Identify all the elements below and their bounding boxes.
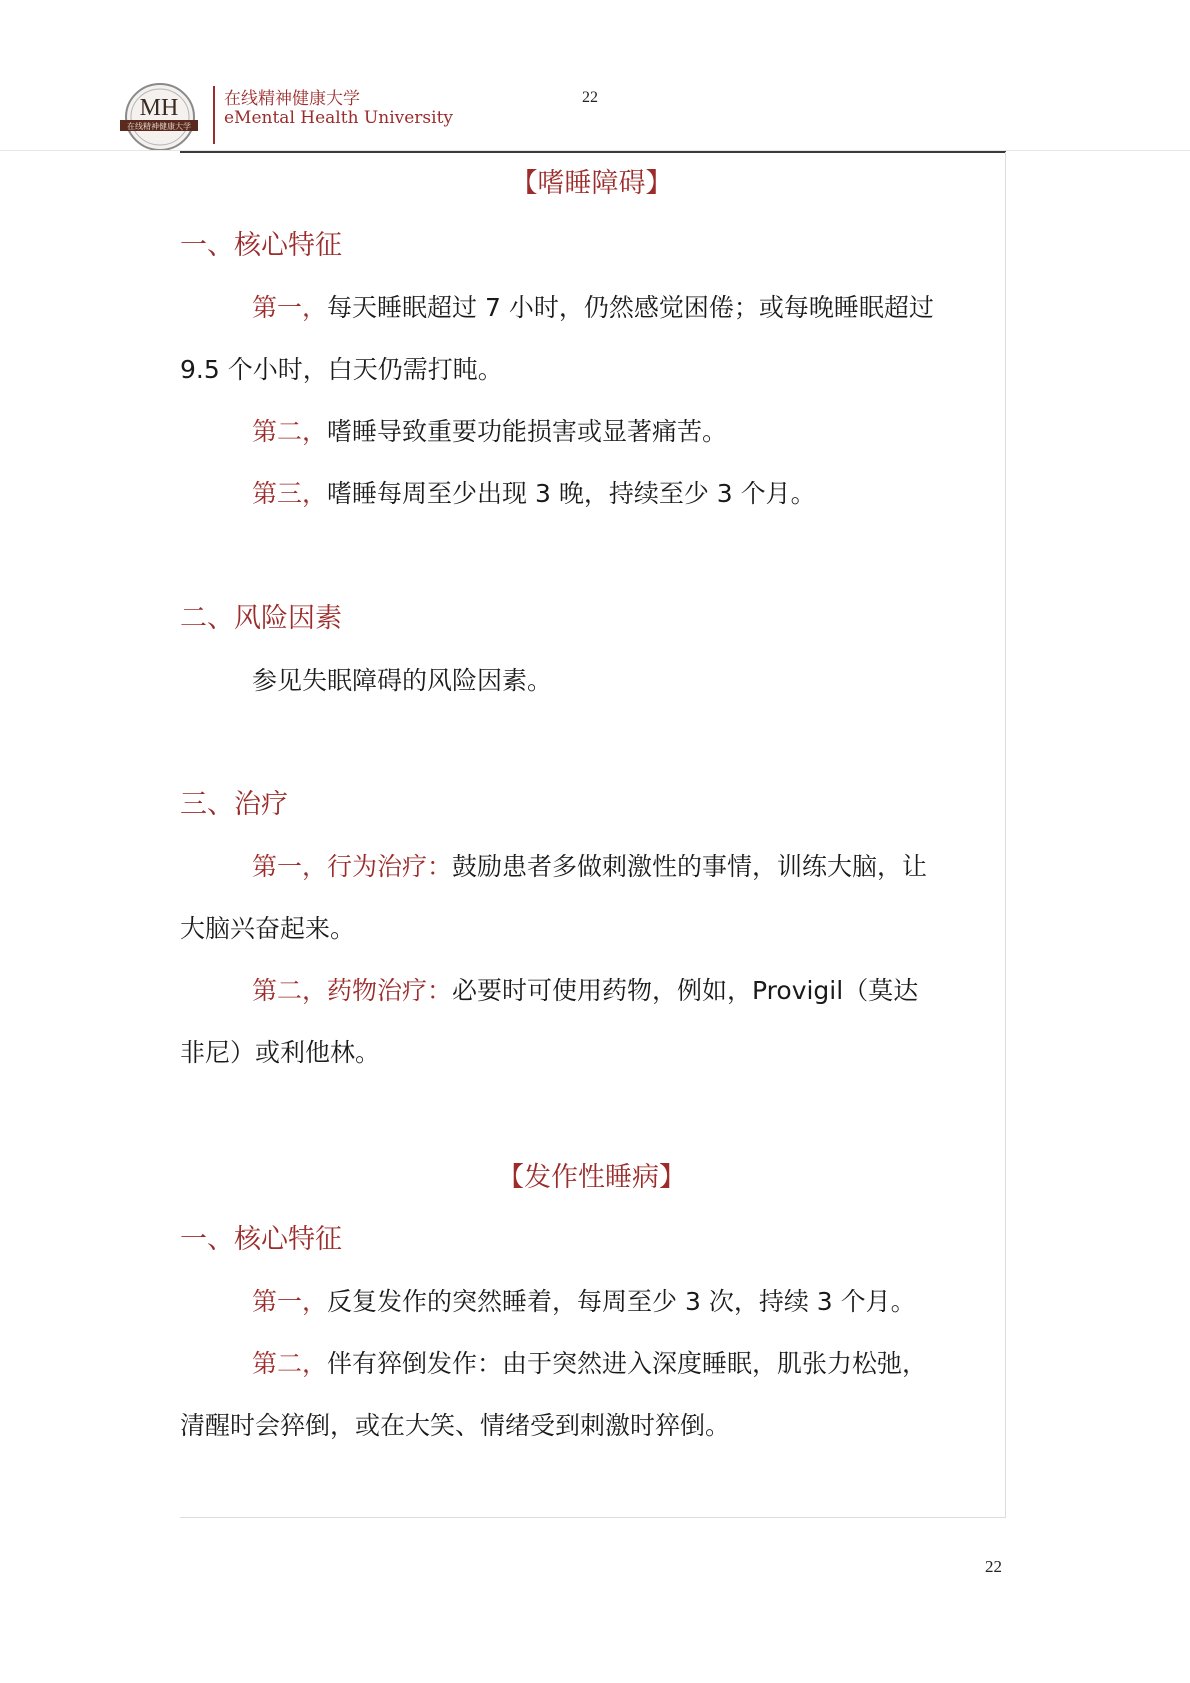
narcolepsy-core-p1 [180,1285,1003,1319]
content-bottom-border [180,1517,1006,1518]
item-text: 必要时可使用药物，例如，Provigil（莫达 [452,976,919,1005]
item-label: 第二， [252,976,328,1005]
hypersomnia-core-p1 [180,291,1003,325]
logo-subtext: 在线精神健康大学 [127,122,191,131]
item-text: 嗜睡导致重要功能损害或显著痛苦。 [327,417,728,446]
content-right-border [1005,152,1006,1517]
item-text: 鼓励患者多做刺激性的事情，训练大脑，让 [452,852,928,881]
hypersomnia-title: 【嗜睡障碍】 [510,168,673,199]
item-label: 第二， [252,1349,328,1378]
hypersomnia-core-p2 [180,415,1003,449]
hypersomnia-treatment-p2 [180,974,1003,1008]
item-label: 第一， [252,1287,328,1316]
hypersomnia-risk-heading: 二、风险因素 [180,603,342,634]
header-rule [180,151,1006,153]
item-sublabel: 行为治疗： [327,852,453,881]
hypersomnia-treatment-heading: 三、治疗 [180,789,288,820]
item-text: 反复发作的突然睡着，每周至少 3 次，持续 3 个月。 [327,1287,916,1316]
narcolepsy-core-heading: 一、核心特征 [180,1224,342,1255]
hypersomnia-risk-text: 参见失眠障碍的风险因素。 [252,666,553,695]
item-label: 第二， [252,417,328,446]
page-header [0,0,1190,155]
item-text: 伴有猝倒发作：由于突然进入深度睡眠，肌张力松弛， [327,1349,928,1378]
hypersomnia-core-heading: 一、核心特征 [180,230,342,261]
item-sublabel: 药物治疗： [327,976,453,1005]
header-page-number: 22 [582,89,598,106]
logo-divider [213,86,215,144]
hypersomnia-core-p3 [180,477,1003,511]
item-label: 第三， [252,479,328,508]
brand-name-cn: 在线精神健康大学 [224,89,360,109]
hypersomnia-treatment-p1 [180,850,1003,884]
narcolepsy-title: 【发作性睡病】 [497,1162,686,1193]
item-label: 第一， [252,852,328,881]
narcolepsy-core-p2 [180,1347,1003,1381]
item-text: 每天睡眠超过 7 小时，仍然感觉困倦；或每晚睡眠超过 [327,293,934,322]
mh-logo-icon [120,82,198,152]
hypersomnia-treatment-p2-cont: 非尼）或利他林。 [180,1038,381,1067]
hypersomnia-treatment-p1-cont: 大脑兴奋起来。 [180,914,356,943]
narcolepsy-core-p2-cont: 清醒时会猝倒，或在大笑、情绪受到刺激时猝倒。 [180,1411,731,1440]
logo-letters: MH [139,95,179,121]
item-text: 嗜睡每周至少出现 3 晚，持续至少 3 个月。 [327,479,816,508]
hypersomnia-core-p1-cont: 9.5 个小时，白天仍需打盹。 [180,355,503,384]
item-label: 第一， [252,293,328,322]
brand-name-en: eMental Health University [224,108,454,128]
footer-page-number: 22 [985,1557,1002,1576]
